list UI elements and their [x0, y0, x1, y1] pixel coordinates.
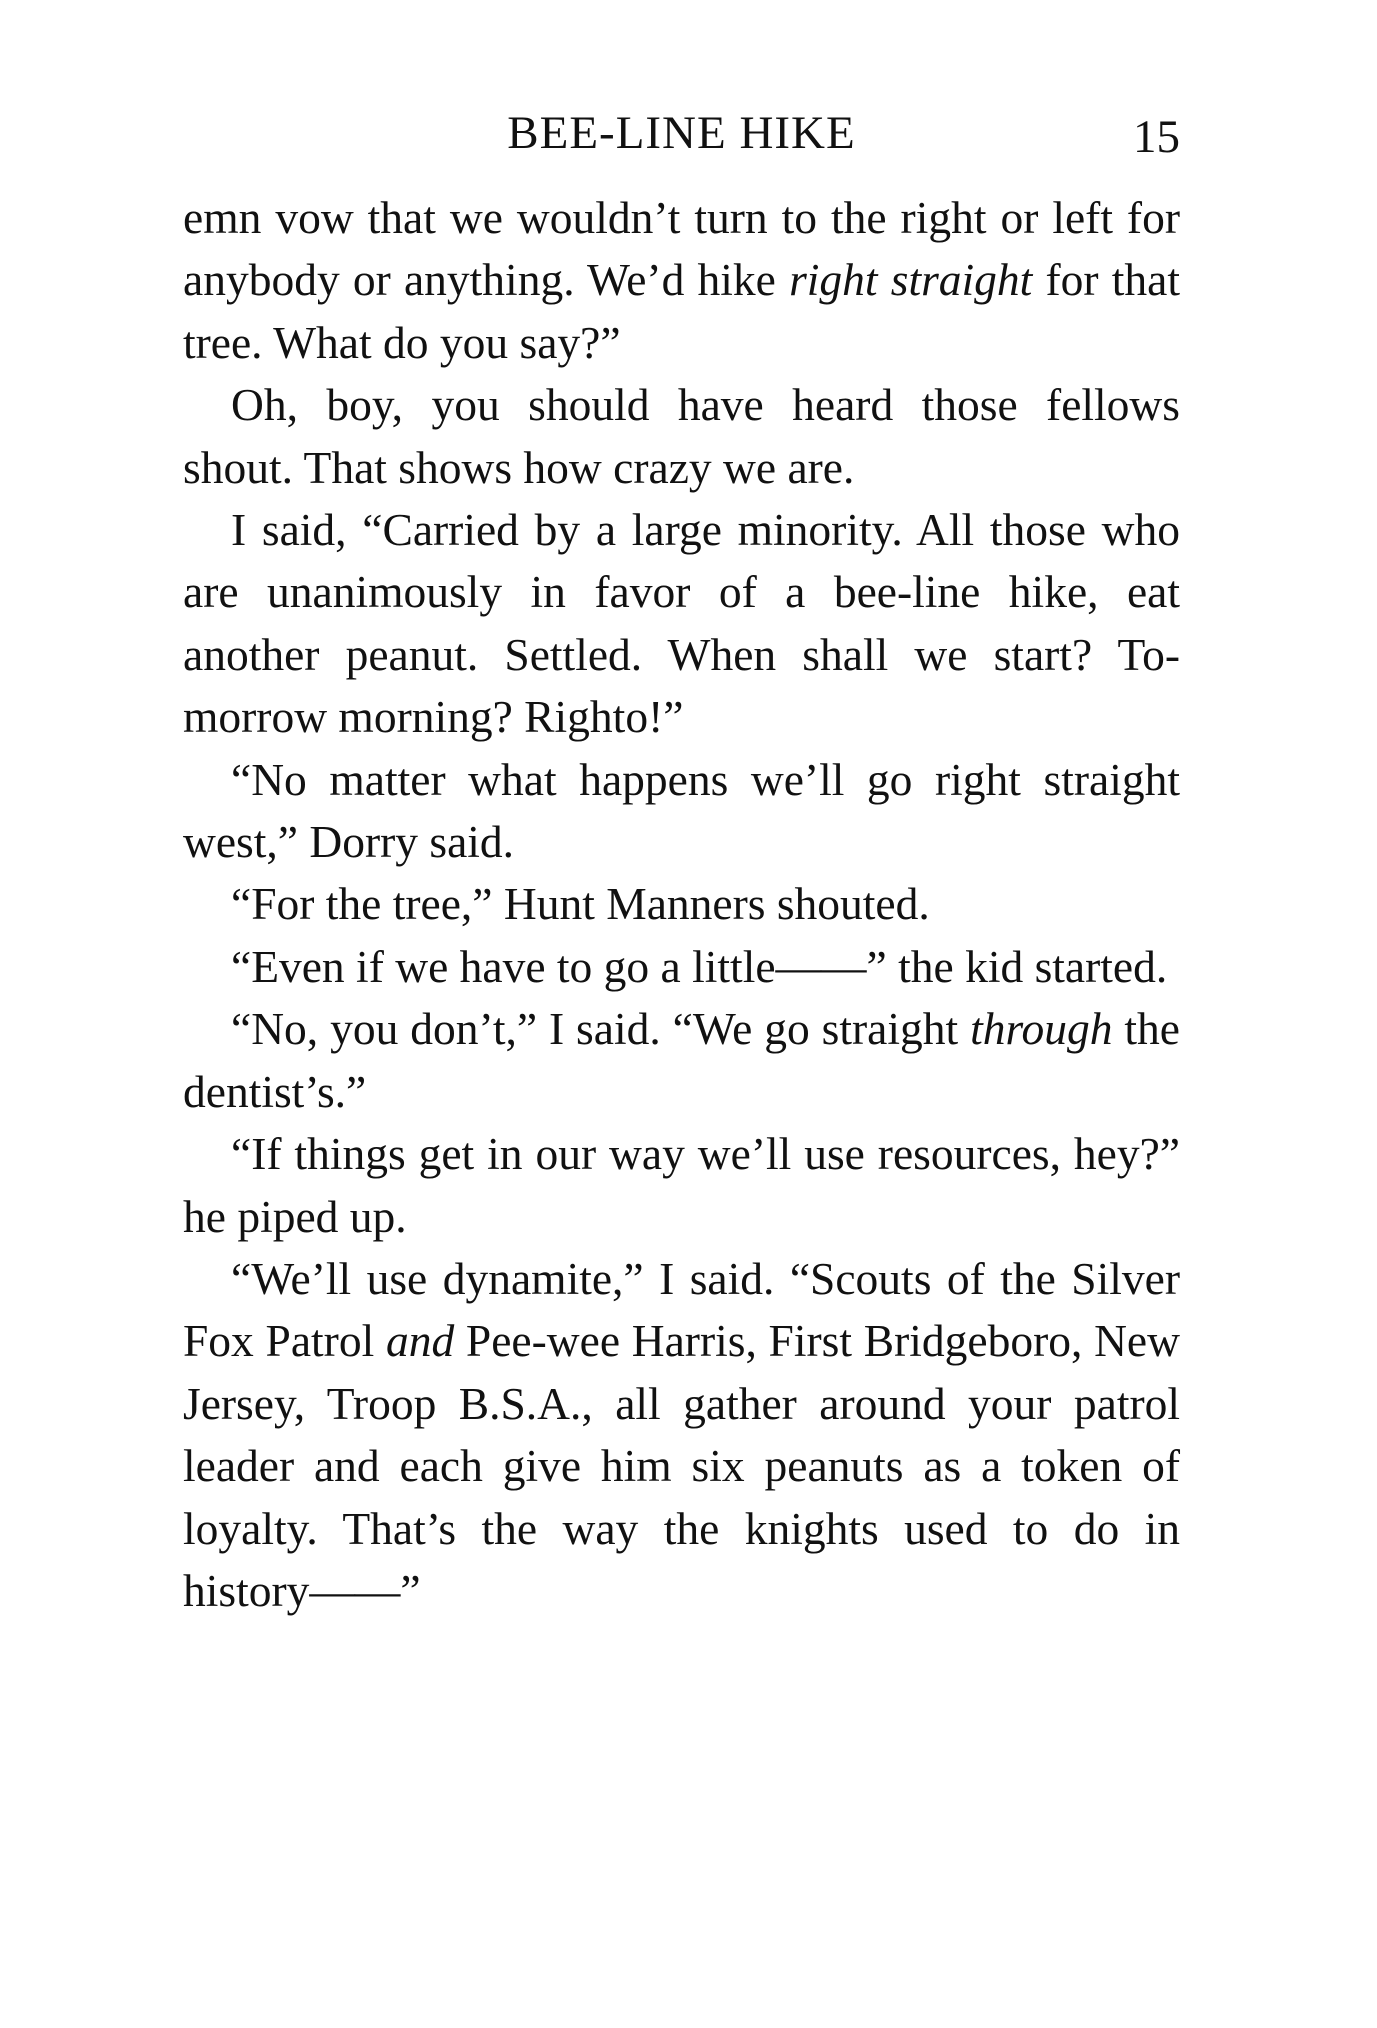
italic-text: right straight	[789, 254, 1033, 306]
paragraph	[183, 374, 1180, 499]
text-run: “No matter what happens we’ll go right straight west,” Dorry said.	[183, 753, 1180, 868]
text-run: I said, “Carried by a large minority. All those who are unanimously in favor of a bee-line hike, eat another peanut. Settled. When shall we start? To-morrow morning? Righto!”	[183, 504, 1180, 743]
paragraph	[183, 1248, 1180, 1622]
text-run: “Even if we have to go a little——” the kid started.	[231, 940, 1168, 992]
italic-text: and	[385, 1315, 455, 1367]
text-run: “We’ll use dynamite,” I said. “Scouts of the Silver Fox Patrol	[183, 1252, 1180, 1367]
text-run: “For the tree,” Hunt Manners shouted.	[231, 878, 930, 930]
text-run: “No, you don’t,” I said. “We go straight	[231, 1003, 971, 1055]
body-text	[183, 187, 1180, 1622]
text-run: emn vow that we wouldn’t turn to the right or left for anybody or anything. We’d hike	[183, 192, 1180, 306]
paragraph	[183, 749, 1180, 874]
text-run: the dentist’s.”	[183, 1003, 1180, 1117]
paragraph	[183, 499, 1180, 749]
paragraph	[183, 873, 1180, 935]
running-head	[183, 98, 1180, 168]
page-number: 15	[1133, 111, 1180, 163]
text-run: “If things get in our way we’ll use resources, hey?” he piped up.	[183, 1128, 1180, 1242]
paragraph	[183, 936, 1180, 998]
text-run: for that tree. What do you say?”	[183, 254, 1180, 368]
text-run: Pee-wee Harris, First Bridgeboro, New Jersey, Troop B.S.A., all gather around your patrol leader and each give him six peanuts as a token of loyalty. That’s the way the knights used to do in history——”	[183, 1315, 1180, 1616]
running-title: BEE-LINE HIKE	[507, 107, 856, 159]
paragraph	[183, 187, 1180, 374]
italic-text: through	[970, 1003, 1113, 1055]
paragraph	[183, 998, 1180, 1123]
paragraph	[183, 1123, 1180, 1248]
text-run: Oh, boy, you should have heard those fellows shout. That shows how crazy we are.	[183, 379, 1180, 493]
